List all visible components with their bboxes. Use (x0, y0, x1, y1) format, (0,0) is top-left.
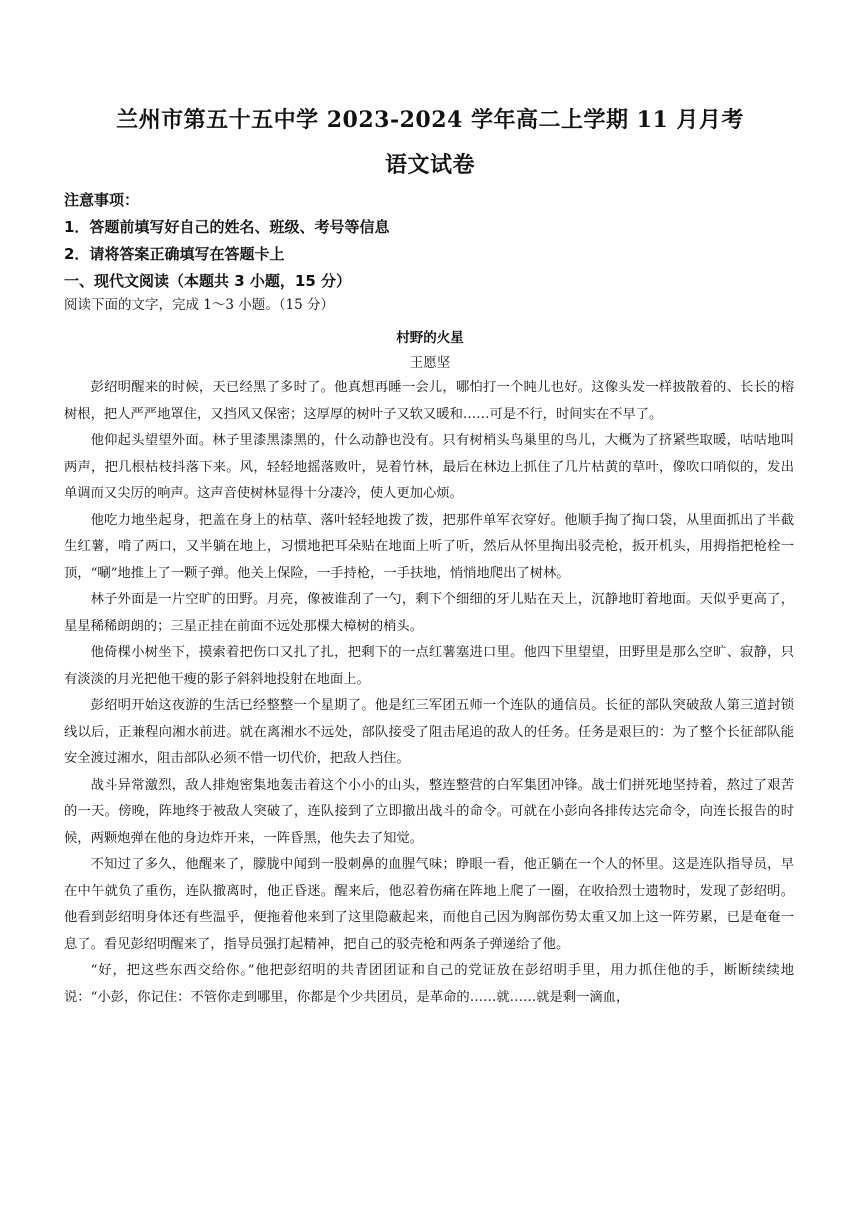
story-body (64, 375, 794, 1011)
story-paragraph: 他吃力地坐起身，把盖在身上的枯草、落叶轻轻地拨了拨，把那件单军衣穿好。他顺手掏了掏口袋，从里面抓出了半截生红薯，啃了两口，又半躺在地上，习惯地把耳朵贴在地面上听了听，然后从怀里掏出驳壳枪，扳开机头，用拇指把枪栓一顶，“唰”地推上了一颗子弹。他关上保险，一手持枪，一手扶地，悄悄地爬出了树林。 (64, 512, 794, 581)
story-author: 王愿坚 (409, 355, 451, 371)
section-heading: 一、现代文阅读（本题共 3 小题，15 分） (64, 272, 351, 290)
notes-heading: 注意事项： (64, 191, 140, 209)
notes-item-1: 1．答题前填写好自己的姓名、班级、考号等信息 (64, 218, 390, 236)
story-paragraph: 彭绍明开始这夜游的生活已经整整一个星期了。他是红三军团五师一个连队的通信员。长征的部队突破敌人第三道封锁线以后，正兼程向湘水前进。就在离湘水不远处，部队接受了阻击尾追的敌人的任务。任务是艰巨的：为了整个长征部队能安全渡过湘水，阻击部队必须不惜一切代价，把敌人挡住。 (64, 698, 794, 766)
story-paragraph: 他仰起头望望外面。林子里漆黑漆黑的，什么动静也没有。只有树梢头鸟巢里的鸟儿，大概为了挤紧些取暖，咕咕地叫两声，把几根枯枝抖落下来。风，轻轻地摇落败叶，晃着竹林，最后在林边上抓住了几片枯黄的草叶，像吹口哨似的，发出单调而又尖厉的响声。这声音使树林显得十分凄冷，使人更加心烦。 (64, 433, 794, 501)
notes-item-2: 2．请将答案正确填写在答题卡上 (64, 245, 285, 263)
exam-title: 兰州市第五十五中学 2023-2024 学年高二上学期 11 月月考 (116, 107, 744, 133)
story-title: 村野的火星 (396, 330, 464, 346)
exam-subtitle: 语文试卷 (384, 152, 475, 178)
section-instruction: 阅读下面的文字，完成 1～3 小题。（15 分） (64, 297, 334, 313)
story-paragraph: 彭绍明醒来的时候，天已经黑了多时了。他真想再睡一会儿，哪怕打一个盹儿也好。这像头发一样披散着的、长长的榕树根，把人严严地罩住，又挡风又保密；这厚厚的树叶子又软又暖和……可是不行，时间实在不早了。 (64, 380, 794, 422)
story-paragraph: 不知过了多久，他醒来了，朦胧中闻到一股刺鼻的血腥气味；睁眼一看，他正躺在一个人的怀里。这是连队指导员，早在中午就负了重伤，连队撤离时，他正昏迷。醒来后，他忍着伤痛在阵地上爬了一圈，在收拾烈士遗物时，发现了彭绍明。他看到彭绍明身体还有些温乎，便拖着他来到了这里隐蔽起来，而他自己因为胸部伤势太重又加上这一阵劳累，已是奄奄一息了。看见彭绍明醒来了，指导员强打起精神，把自己的驳壳枪和两条子弹递给了他。 (64, 857, 794, 952)
story-paragraph: 战斗异常激烈，敌人排炮密集地轰击着这个小小的山头，整连整营的白军集团冲锋。战士们拼死地坚持着，熬过了艰苦的一天。傍晚，阵地终于被敌人突破了，连队接到了立即撤出战斗的命令。可就在小彭向各排传达完命令，向连长报告的时候，两颗炮弹在他的身边炸开来，一阵昏黑，他失去了知觉。 (64, 777, 794, 846)
story-paragraph: 林子外面是一片空旷的田野。月亮，像被谁刮了一勺，剩下个细细的牙儿贴在天上，沉静地盯着地面。天似乎更高了，星星稀稀朗朗的；三星正挂在前面不远处那棵大樟树的梢头。 (64, 592, 794, 634)
story-paragraph: 他倚棵小树坐下，摸索着把伤口又扎了扎，把剩下的一点红薯塞进口里。他四下里望望，田野里是那么空旷、寂静，只有淡淡的月光把他干瘦的影子斜斜地投射在地面上。 (64, 645, 794, 687)
story-paragraph: “好，把这些东西交给你。”他把彭绍明的共青团团证和自己的党证放在彭绍明手里，用力抓住他的手，断断续续地说：“小彭，你记住：不管你走到哪里，你都是个少共团员，是革命的……就……就是剩一滴血， (64, 963, 794, 1005)
